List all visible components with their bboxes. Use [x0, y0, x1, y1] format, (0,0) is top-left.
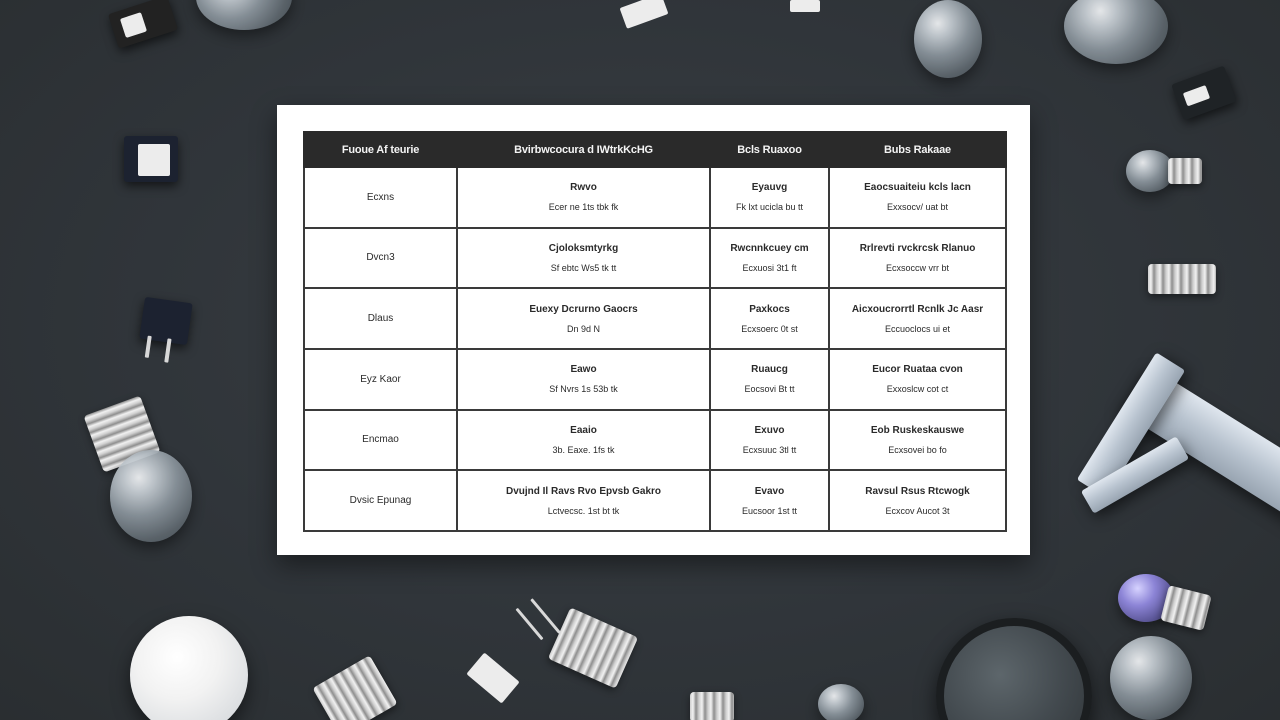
column-header: Bvirbwcocura d IWtrkKcHG [457, 132, 710, 167]
bulb-icon [1064, 0, 1168, 64]
bulb-icon [196, 0, 292, 30]
table-cell [457, 349, 710, 410]
component-label [120, 12, 147, 38]
row-name: Dlaus [304, 288, 457, 349]
column-header: Bcls Ruaxoo [710, 132, 829, 167]
cell-title: Rwcnnkcuey cm [730, 242, 809, 254]
bulb-icon [130, 616, 248, 720]
row-name: Eyz Kaor [304, 349, 457, 410]
cell-title: Rwvo [570, 182, 597, 194]
column-header: Fuoue Af teurie [304, 132, 457, 167]
table-header-row [304, 132, 1006, 167]
component-label [1183, 85, 1210, 106]
row-name: Dvsic Epunag [304, 470, 457, 531]
table-cell [710, 167, 829, 228]
component-label [138, 144, 170, 176]
cell-detail: Ecxsuuc 3tl tt [742, 444, 797, 455]
cell-title: Cjoloksmtyrkg [548, 242, 619, 254]
pin [515, 608, 543, 641]
cell-detail: Ecxsoccw vrr bt [885, 262, 949, 273]
cell-detail: Lctvecsc. 1st bt tk [547, 505, 620, 516]
bulb-base-icon [1160, 585, 1211, 631]
cell-detail: Sf Nvrs 1s 53b tk [549, 384, 618, 395]
cell-detail: 3b. Eaxe. 1fs tk [552, 444, 615, 455]
magnifier-icon [936, 618, 1092, 720]
cell-detail: Eucsoor 1st tt [741, 505, 798, 516]
table-cell [710, 410, 829, 471]
cell-title: Eaocsuaiteiu kcls lacn [864, 182, 971, 194]
cell-detail: Eccuoclocs ui et [884, 323, 951, 334]
bulb-icon [1110, 636, 1192, 720]
spec-card [277, 105, 1030, 555]
cell-title: Eawo [570, 364, 597, 376]
table-cell [710, 228, 829, 289]
table-row [304, 228, 1006, 289]
cell-title: Exuvo [754, 424, 785, 436]
cell-detail: Ecer ne 1ts tbk fk [548, 202, 619, 213]
table-row [304, 470, 1006, 531]
cell-title: Eob Ruskeskauswe [870, 424, 965, 436]
connector-icon [139, 297, 192, 345]
cell-title: Rrlrevti rvckrcsk Rlanuo [859, 242, 976, 254]
table-row [304, 288, 1006, 349]
connector-icon [1171, 66, 1237, 121]
bulb-icon [818, 684, 864, 720]
connector-icon [124, 136, 178, 182]
table-cell [710, 470, 829, 531]
table-row [304, 410, 1006, 471]
cell-title: Eyauvg [751, 182, 788, 194]
cell-detail: Exxsocv/ uat bt [886, 202, 949, 213]
cell-title: Euexy Dcrurno Gaocrs [529, 303, 638, 315]
row-name: Dvcn3 [304, 228, 457, 289]
cell-detail: Eocsovi Bt tt [744, 384, 795, 395]
bulb-base-icon [548, 607, 638, 688]
connector-icon [790, 0, 820, 12]
table-cell [829, 167, 1006, 228]
bulb-icon [110, 450, 192, 542]
connector-icon [466, 652, 519, 703]
table-row [304, 349, 1006, 410]
table-cell [829, 410, 1006, 471]
table-cell [457, 288, 710, 349]
table-cell [829, 349, 1006, 410]
cell-title: Ruaucg [751, 364, 788, 376]
table-cell [829, 228, 1006, 289]
cell-detail: Dn 9d N [566, 323, 601, 334]
row-name: Ecxns [304, 167, 457, 228]
table-cell [457, 167, 710, 228]
cell-title: Ravsul Rsus Rtcwogk [865, 485, 970, 497]
cell-title: Evavo [754, 485, 785, 497]
table-cell [457, 228, 710, 289]
cell-detail: Sf ebtc Ws5 tk tt [550, 262, 617, 273]
table-cell [457, 470, 710, 531]
bulb-base-icon [312, 655, 397, 720]
bulb-icon [1126, 150, 1174, 192]
cell-title: Eucor Ruataa cvon [872, 364, 963, 376]
bulb-icon [914, 0, 982, 78]
cell-detail: Ecxsovei bo fo [888, 444, 947, 455]
table-cell [829, 288, 1006, 349]
cell-title: Aicxoucrorrtl Rcnlk Jc Aasr [851, 303, 984, 315]
connector-icon [108, 0, 178, 49]
bulb-base-icon [1148, 264, 1216, 294]
table-cell [829, 470, 1006, 531]
column-header: Bubs Rakaae [829, 132, 1006, 167]
pin [164, 338, 171, 362]
cell-detail: Ecxcov Aucot 3t [885, 505, 950, 516]
table-row [304, 167, 1006, 228]
table-cell [710, 349, 829, 410]
cell-detail: Exxoslcw cot ct [886, 384, 949, 395]
table-cell [457, 410, 710, 471]
cell-detail: Fk lxt ucicla bu tt [735, 202, 804, 213]
cell-title: Dvujnd Il Ravs Rvo Epvsb Gakro [505, 485, 662, 497]
spec-table [303, 131, 1007, 532]
bulb-base-icon [690, 692, 734, 720]
bulb-base-icon [1168, 158, 1202, 184]
cell-title: Eaaio [570, 424, 597, 436]
cell-title: Paxkocs [749, 303, 790, 315]
table-cell [710, 288, 829, 349]
connector-icon [620, 0, 669, 29]
pin [145, 336, 152, 358]
cell-detail: Ecxuosi 3t1 ft [742, 262, 797, 273]
row-name: Encmao [304, 410, 457, 471]
cell-detail: Ecxsoerc 0t st [741, 323, 798, 334]
